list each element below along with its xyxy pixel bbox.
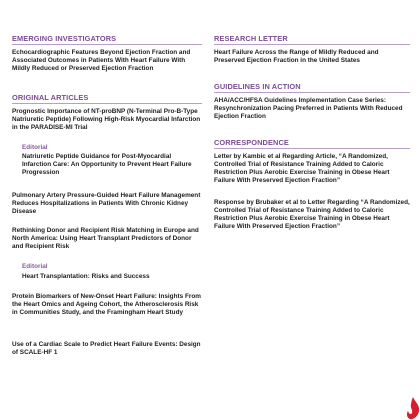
editorial-heart-transplantation[interactable]: Heart Transplantation: Risks and Success [22, 273, 150, 280]
response-brubaker-et-al[interactable]: Response by Brubaker et al to Letter Regarding “A Randomized, Controlled Trial of Resistance Training Added to Caloric Restriction Plus Aerobic Exercise Training in Obese Heart Failure With Preserved Ejection Fraction” [214, 199, 410, 230]
section-emerging-investigators: EMERGING INVESTIGATORS [12, 34, 202, 45]
article-hf-range-ejection-fraction[interactable]: Heart Failure Across the Range of Mildly Reduced and Preserved Ejection Fraction in the United States [214, 49, 379, 64]
brand-mark-icon [404, 396, 420, 420]
article-nt-probnp-paradise-mi[interactable]: Prognostic Importance of NT-proBNP (N-Terminal Pro-B-Type Natriuretic Peptide) Following High-Risk Myocardial Infarction in the PARADISE-MI Trial [12, 108, 201, 131]
editorial-label-2: Editorial [22, 263, 48, 270]
article-pulmonary-artery-pressure[interactable]: Pulmonary Artery Pressure-Guided Heart Failure Management Reduces Hospitalizations in Patients With Chronic Kidney Disease [12, 192, 201, 215]
section-guidelines-in-action: GUIDELINES IN ACTION [214, 82, 410, 93]
section-research-letter: RESEARCH LETTER [214, 34, 410, 45]
section-original-articles: ORIGINAL ARTICLES [12, 93, 202, 104]
section-correspondence: CORRESPONDENCE [214, 138, 410, 149]
article-echocardiographic-features[interactable]: Echocardiographic Features Beyond Ejection Fraction and Associated Outcomes in Patients With Heart Failure With Mildly Reduced or Preserved Ejection Fraction [12, 49, 191, 72]
article-donor-recipient-risk[interactable]: Rethinking Donor and Recipient Risk Matching in Europe and North America: Using Heart Transplant Predictors of Donor and Recipient Risk [12, 227, 199, 250]
article-resynchronization-pacing[interactable]: AHA/ACC/HFSA Guidelines Implementation Case Series: Resynchronization Pacing Preferred in Patients With Reduced Ejection Fraction [214, 97, 403, 120]
article-protein-biomarkers[interactable]: Protein Biomarkers of New-Onset Heart Failure: Insights From the Heart Omics and Ageing Cohort, the Atherosclerosis Risk in Communities Study, and the Framingham Heart Study [12, 293, 201, 316]
editorial-natriuretic-peptide-guidance[interactable]: Natriuretic Peptide Guidance for Post-Myocardial Infarction Care: An Opportunity to Prevent Heart Failure Progression [22, 153, 192, 176]
letter-kambic-et-al[interactable]: Letter by Kambic et al Regarding Article, “A Randomized, Controlled Trial of Resistance Training Added to Caloric Restriction Plus Aerobic Exercise Training in Obese Heart Failure With Preserved Ejection Fraction” [214, 153, 390, 184]
article-cardiac-scale-scale-hf[interactable]: Use of a Cardiac Scale to Predict Heart Failure Events: Design of SCALE-HF 1 [12, 341, 201, 356]
editorial-label-1: Editorial [22, 144, 48, 151]
